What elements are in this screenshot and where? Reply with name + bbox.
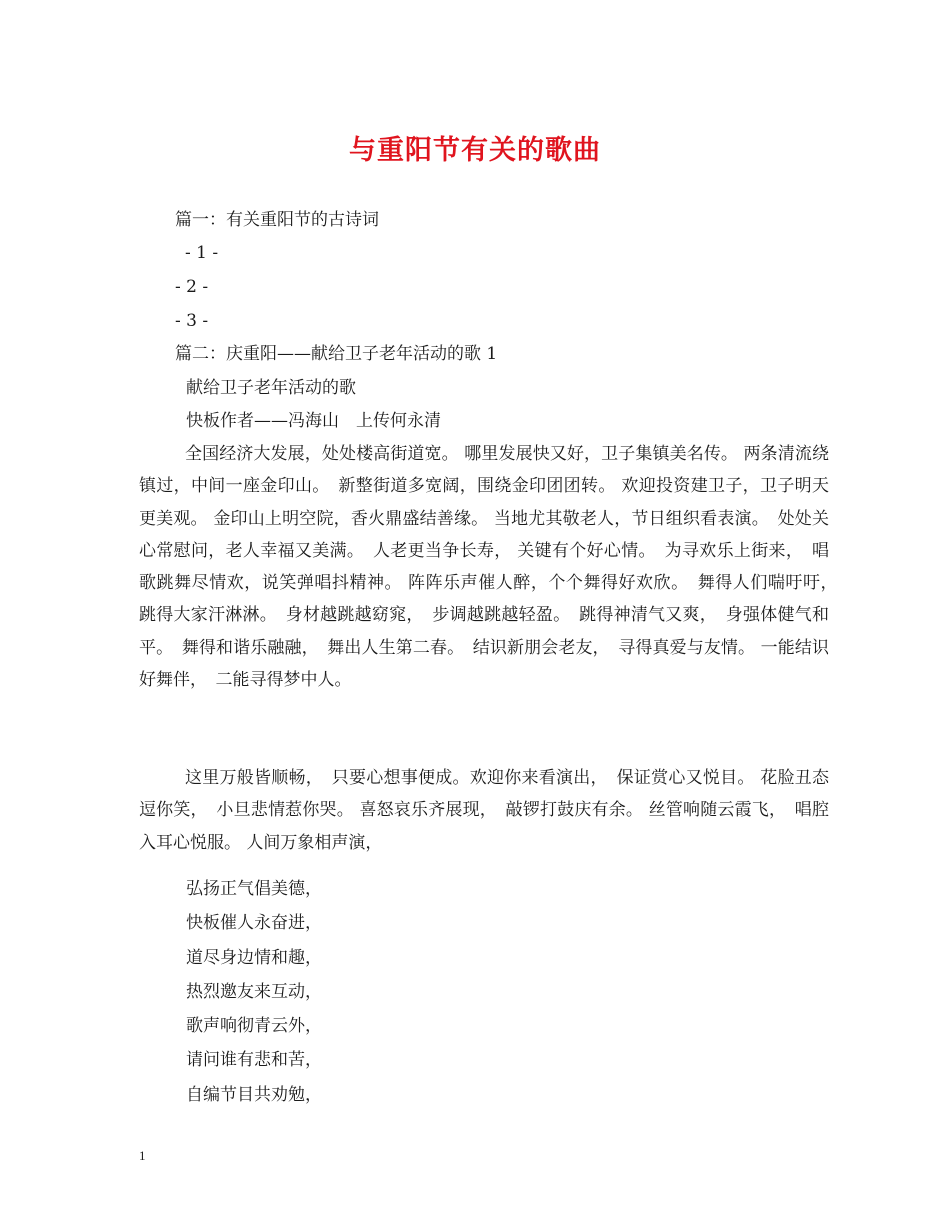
document-title: 与重阳节有关的歌曲 [349, 135, 601, 166]
page-marker-1: - 1 - [185, 243, 219, 263]
section-heading-1: 篇一：有关重阳节的古诗词 [175, 210, 379, 230]
verse-line: 热烈邀友来互动， [186, 981, 322, 1002]
verse-line: 道尽身边情和趣， [186, 947, 322, 968]
section-heading-2: 篇二：庆重阳——献给卫子老年活动的歌 1 [175, 344, 498, 364]
verse-line: 请问谁有悲和苦， [186, 1050, 322, 1071]
song-title: 献给卫子老年活动的歌 [186, 378, 356, 398]
verse-line: 快板催人永奋进， [186, 913, 322, 934]
lyrics-paragraph-1: 全国经济大发展，处处楼高街道宽。 哪里发展快又好，卫子集镇美名传。 两条清流绕镇过，中间一座金印山。 新整街道多宽阔，围绕金印团团转。 欢迎投资建卫子，卫子明天更美观。 金印山上明空院，香火鼎盛结善缘。 当地尤其敬老人，节日组织看表演。 处处关心常慰问，老人幸福又美满。 人老更当争长寿， 关键有个好心情。 为寻欢乐上街来， 唱歌跳舞尽情欢，说笑弹唱抖精神。 阵阵乐声催人醉，个个舞得好欢欣。 舞得人们喘吁吁， 跳得大家汗淋淋。 身材越跳越窈窕， 步调越跳越轻盈。 跳得神清气又爽， 身强体健气和平。 舞得和谐乐融融， 舞出人生第二春。 结识新朋会老友， 寻得真爱与友情。 一能结识好舞伴， 二能寻得梦中人。 [139, 444, 846, 691]
verse-line: 弘扬正气倡美德， [186, 879, 322, 899]
verse-list [186, 872, 322, 1112]
page-number: 1 [139, 1148, 146, 1163]
page-marker-2: - 2 - [175, 277, 209, 297]
lyrics-paragraph-2: 这里万般皆顺畅， 只要心想事便成。欢迎你来看演出， 保证赏心又悦目。 花脸丑态逗你笑， 小旦悲情惹你哭。 喜怒哀乐齐展现， 敲锣打鼓庆有余。 丝管响随云霞飞， 唱腔入耳心悦服。 人间万象相声演， [139, 768, 829, 853]
verse-line: 歌声响彻青云外， [186, 1016, 322, 1037]
song-author: 快板作者——冯海山 上传何永清 [186, 411, 441, 431]
page-marker-3: - 3 - [175, 311, 209, 331]
verse-line: 自编节目共劝勉， [186, 1084, 322, 1105]
